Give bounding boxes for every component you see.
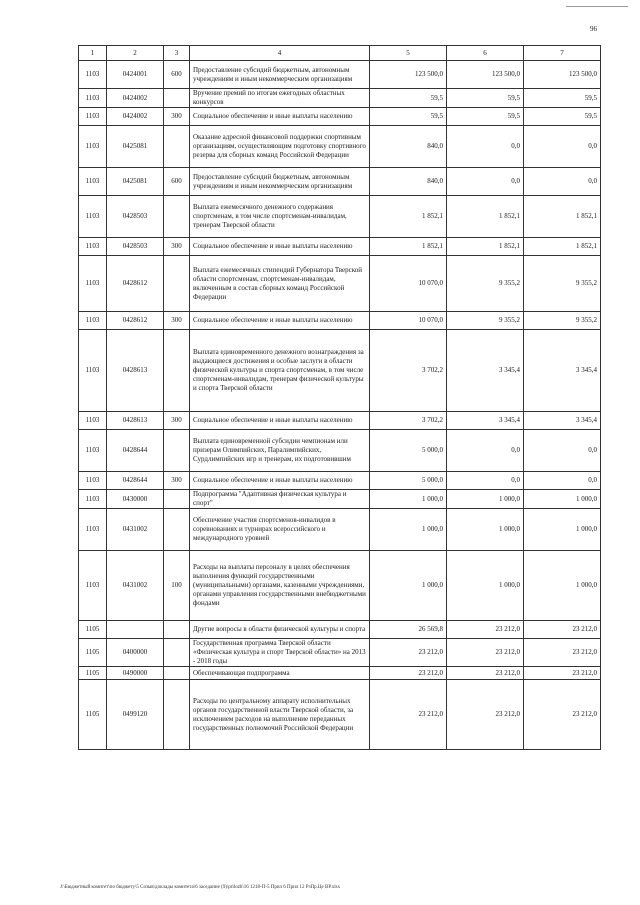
cell-description: Предоставление субсидий бюджетным, автономным учреждениям и иным некоммерческим организациям — [190, 168, 370, 196]
column-number: 5 — [370, 46, 447, 61]
cell-description: Выплата единовременной субсидии чемпионам или призерам Олимпийских, Паралимпийских, Сурдлимпийских игр и тренерам, их подготовившим — [190, 430, 370, 472]
cell-description: Социальное обеспечение и иные выплаты населению — [190, 412, 370, 430]
cell-amount: 59,5 — [370, 89, 447, 108]
table-row — [79, 89, 601, 108]
cell-target-code: 0428503 — [107, 196, 164, 238]
cell-description: Выплата ежемесячных стипендий Губернатора Тверской области спортсменам, спортсменам-инвалидам, включенным в состав сборных команд Российской Федерации — [190, 256, 370, 312]
cell-description: Оказание адресной финансовой поддержки спортивным организациям, осуществляющим подготовку спортивного резерва для сборных команд Российской Федерации — [190, 126, 370, 168]
cell-amount: 1 852,1 — [524, 196, 601, 238]
cell-section: 1103 — [79, 256, 107, 312]
column-number: 6 — [447, 46, 524, 61]
cell-description: Предоставление субсидий бюджетным, автономным учреждениям и иным некоммерческим организациям — [190, 61, 370, 89]
cell-target-code: 0428613 — [107, 330, 164, 412]
cell-amount: 23 212,0 — [524, 680, 601, 750]
cell-description: Подпрограмма "Адаптивная физическая культура и спорт" — [190, 490, 370, 509]
cell-expense-type — [164, 89, 190, 108]
table-row — [79, 256, 601, 312]
cell-amount: 840,0 — [370, 168, 447, 196]
cell-amount: 9 355,2 — [447, 312, 524, 330]
cell-target-code: 0424002 — [107, 89, 164, 108]
cell-amount: 23 212,0 — [524, 639, 601, 667]
cell-expense-type — [164, 256, 190, 312]
cell-section: 1103 — [79, 108, 107, 126]
cell-amount: 1 000,0 — [370, 551, 447, 621]
cell-section: 1105 — [79, 667, 107, 680]
cell-target-code: 0428503 — [107, 238, 164, 256]
cell-amount: 3 702,2 — [370, 412, 447, 430]
cell-target-code: 0428644 — [107, 472, 164, 490]
cell-description: Вручение премий по итогам ежегодных областных конкурсов — [190, 89, 370, 108]
page-number: 96 — [590, 25, 597, 33]
table-row — [79, 639, 601, 667]
cell-expense-type — [164, 667, 190, 680]
cell-target-code: 0428612 — [107, 256, 164, 312]
column-number: 4 — [190, 46, 370, 61]
cell-expense-type: 600 — [164, 168, 190, 196]
cell-amount: 59,5 — [370, 108, 447, 126]
cell-section: 1105 — [79, 639, 107, 667]
cell-amount: 1 000,0 — [447, 490, 524, 509]
table-row — [79, 509, 601, 551]
cell-amount: 0,0 — [447, 126, 524, 168]
cell-section: 1103 — [79, 412, 107, 430]
cell-section: 1103 — [79, 551, 107, 621]
cell-amount: 26 569,8 — [370, 621, 447, 639]
table-row — [79, 330, 601, 412]
cell-amount: 1 000,0 — [524, 551, 601, 621]
cell-section: 1105 — [79, 621, 107, 639]
column-number: 2 — [107, 46, 164, 61]
table-row — [79, 238, 601, 256]
cell-description: Обеспечение участия спортсменов-инвалидов в соревнованиях и турнирах всероссийского и международного уровней — [190, 509, 370, 551]
cell-amount: 1 000,0 — [370, 490, 447, 509]
table-row — [79, 490, 601, 509]
cell-section: 1105 — [79, 680, 107, 750]
column-number: 7 — [524, 46, 601, 61]
cell-section: 1103 — [79, 330, 107, 412]
cell-expense-type: 300 — [164, 108, 190, 126]
cell-amount: 3 345,4 — [524, 412, 601, 430]
cell-description: Выплата единовременного денежного вознаграждения за выдающиеся достижения и особые заслуги в области физической культуры и спорта спортсменам, в том числе спортсменам-инвалидам, тренерам физической культуры и спорта Тверской области — [190, 330, 370, 412]
cell-expense-type — [164, 430, 190, 472]
cell-amount: 0,0 — [447, 472, 524, 490]
cell-amount: 1 000,0 — [524, 509, 601, 551]
cell-amount: 0,0 — [524, 168, 601, 196]
table-row — [79, 312, 601, 330]
cell-amount: 23 212,0 — [447, 621, 524, 639]
cell-amount: 9 355,2 — [447, 256, 524, 312]
cell-amount: 1 000,0 — [524, 490, 601, 509]
column-number: 3 — [164, 46, 190, 61]
cell-amount: 1 852,1 — [370, 238, 447, 256]
cell-amount: 23 212,0 — [447, 639, 524, 667]
cell-amount: 1 000,0 — [447, 509, 524, 551]
cell-section: 1103 — [79, 126, 107, 168]
cell-amount: 59,5 — [447, 89, 524, 108]
cell-amount: 10 070,0 — [370, 256, 447, 312]
cell-description: Расходы на выплаты персоналу в целях обеспечения выполнения функций государственными (муниципальными) органами, казенными учреждениями, органами управления государственными внебюджетными фондами — [190, 551, 370, 621]
cell-target-code: 0430000 — [107, 490, 164, 509]
cell-amount: 23 212,0 — [524, 667, 601, 680]
budget-table — [78, 45, 601, 750]
cell-section: 1103 — [79, 238, 107, 256]
cell-amount: 9 355,2 — [524, 256, 601, 312]
cell-section: 1103 — [79, 196, 107, 238]
cell-expense-type: 300 — [164, 472, 190, 490]
cell-target-code: 0428644 — [107, 430, 164, 472]
table-row — [79, 472, 601, 490]
column-number-row — [79, 46, 601, 61]
cell-expense-type — [164, 621, 190, 639]
cell-amount: 1 852,1 — [370, 196, 447, 238]
cell-target-code: 0425081 — [107, 168, 164, 196]
table-row — [79, 667, 601, 680]
cell-description: Социальное обеспечение и иные выплаты населению — [190, 108, 370, 126]
cell-amount: 1 852,1 — [447, 238, 524, 256]
cell-amount: 5 000,0 — [370, 430, 447, 472]
cell-description: Выплата ежемесячного денежного содержания спортсменам, в том числе спортсменам-инвалидам, тренерам Тверской области — [190, 196, 370, 238]
table-row — [79, 551, 601, 621]
cell-expense-type — [164, 639, 190, 667]
cell-description: Социальное обеспечение и иные выплаты населению — [190, 472, 370, 490]
cell-amount: 3 702,2 — [370, 330, 447, 412]
footer-file-path: J:\Бюджетный комитет\по бюджету\5 Созыв\доклады комитета\6 заседание (9)\prilozh\16 1218-П-5 Прил 6 Прил 12 РзПр.Це ВР.xlsx — [60, 885, 341, 890]
cell-amount: 9 355,2 — [524, 312, 601, 330]
cell-expense-type: 300 — [164, 412, 190, 430]
cell-section: 1103 — [79, 312, 107, 330]
table-row — [79, 412, 601, 430]
cell-amount: 10 070,0 — [370, 312, 447, 330]
cell-amount: 0,0 — [524, 472, 601, 490]
cell-target-code: 0424002 — [107, 108, 164, 126]
cell-description: Социальное обеспечение и иные выплаты населению — [190, 312, 370, 330]
cell-amount: 59,5 — [447, 108, 524, 126]
cell-amount: 23 212,0 — [370, 680, 447, 750]
table-row — [79, 430, 601, 472]
cell-amount: 123 500,0 — [447, 61, 524, 89]
cell-section: 1103 — [79, 509, 107, 551]
cell-expense-type — [164, 509, 190, 551]
cell-amount: 840,0 — [370, 126, 447, 168]
cell-description: Расходы по центральному аппарату исполнительных органов государственной власти Тверской области, за исключением расходов на выполнение переданных государственных полномочий Российской Федерации — [190, 680, 370, 750]
cell-expense-type: 100 — [164, 551, 190, 621]
cell-section: 1103 — [79, 89, 107, 108]
cell-expense-type — [164, 490, 190, 509]
table-row — [79, 168, 601, 196]
cell-amount: 1 852,1 — [524, 238, 601, 256]
cell-amount: 0,0 — [524, 126, 601, 168]
cell-amount: 23 212,0 — [370, 667, 447, 680]
table-body — [79, 46, 601, 750]
cell-amount: 3 345,4 — [524, 330, 601, 412]
cell-section: 1103 — [79, 472, 107, 490]
table-row — [79, 680, 601, 750]
table-row — [79, 196, 601, 238]
cell-expense-type: 300 — [164, 238, 190, 256]
cell-target-code: 0425081 — [107, 126, 164, 168]
cell-description: Социальное обеспечение и иные выплаты населению — [190, 238, 370, 256]
cell-amount: 59,5 — [524, 108, 601, 126]
cell-amount: 3 345,4 — [447, 330, 524, 412]
cell-description: Другие вопросы в области физической культуры и спорта — [190, 621, 370, 639]
cell-amount: 3 345,4 — [447, 412, 524, 430]
cell-amount: 0,0 — [524, 430, 601, 472]
cell-target-code: 0424001 — [107, 61, 164, 89]
cell-amount: 0,0 — [447, 168, 524, 196]
cell-amount: 1 852,1 — [447, 196, 524, 238]
table-row — [79, 61, 601, 89]
cell-target-code: 0428612 — [107, 312, 164, 330]
cell-target-code: 0400000 — [107, 639, 164, 667]
cell-amount: 23 212,0 — [370, 639, 447, 667]
top-rule — [566, 6, 628, 7]
table-row — [79, 621, 601, 639]
cell-section: 1103 — [79, 430, 107, 472]
cell-expense-type: 600 — [164, 61, 190, 89]
cell-amount: 1 000,0 — [370, 509, 447, 551]
cell-target-code: 0431002 — [107, 509, 164, 551]
table-row — [79, 108, 601, 126]
cell-amount: 59,5 — [524, 89, 601, 108]
table-row — [79, 126, 601, 168]
cell-section: 1103 — [79, 61, 107, 89]
cell-target-code: 0431002 — [107, 551, 164, 621]
cell-amount: 123 500,0 — [370, 61, 447, 89]
cell-target-code — [107, 621, 164, 639]
cell-amount: 23 212,0 — [447, 680, 524, 750]
cell-expense-type — [164, 330, 190, 412]
cell-expense-type: 300 — [164, 312, 190, 330]
cell-target-code: 0499120 — [107, 680, 164, 750]
cell-section: 1103 — [79, 490, 107, 509]
cell-section: 1103 — [79, 168, 107, 196]
cell-expense-type — [164, 126, 190, 168]
cell-target-code: 0490000 — [107, 667, 164, 680]
cell-amount: 23 212,0 — [524, 621, 601, 639]
cell-amount: 1 000,0 — [447, 551, 524, 621]
cell-expense-type — [164, 680, 190, 750]
cell-amount: 123 500,0 — [524, 61, 601, 89]
cell-description: Государственная программа Тверской области «Физическая культура и спорт Тверской области» на 2013 - 2018 годы — [190, 639, 370, 667]
cell-description: Обеспечивающая подпрограмма — [190, 667, 370, 680]
cell-amount: 5 000,0 — [370, 472, 447, 490]
cell-expense-type — [164, 196, 190, 238]
column-number: 1 — [79, 46, 107, 61]
cell-target-code: 0428613 — [107, 412, 164, 430]
cell-amount: 0,0 — [447, 430, 524, 472]
cell-amount: 23 212,0 — [447, 667, 524, 680]
